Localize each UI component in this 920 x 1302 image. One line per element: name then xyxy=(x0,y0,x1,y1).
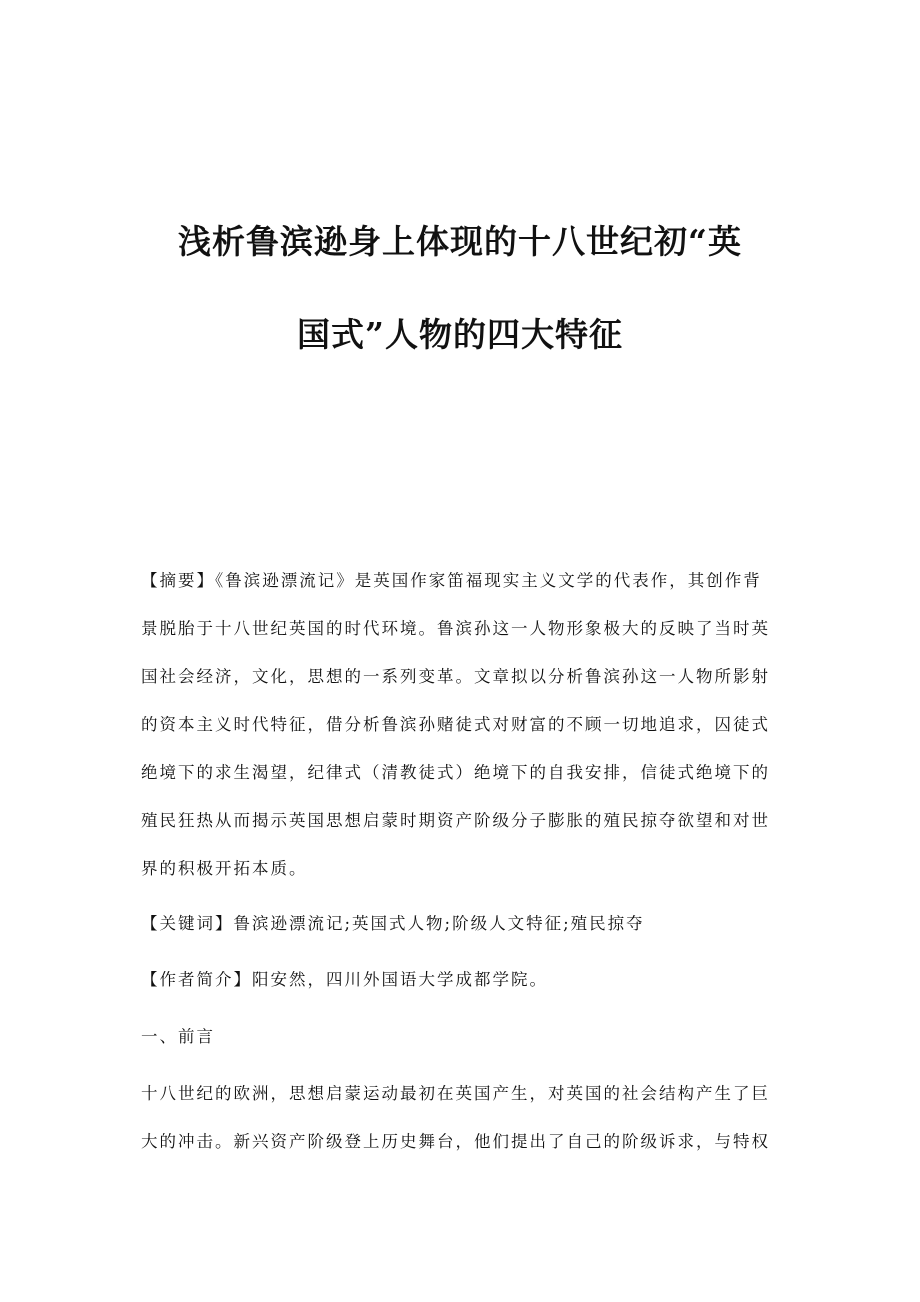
abstract-line-7: 界的积极开拓本质。 xyxy=(141,859,308,878)
section-heading: 一、前言 xyxy=(141,1027,215,1046)
intro-line-2: 大的冲击。新兴资产阶级登上历史舞台，他们提出了自己的阶级诉求，与特权 xyxy=(141,1132,770,1151)
title-line-2: 国式”人物的四大特征 xyxy=(297,315,623,354)
abstract-line-5: 绝境下的求生渴望，纪律式（清教徒式）绝境下的自我安排，信徒式绝境下的 xyxy=(141,763,770,782)
abstract-line-4: 的资本主义时代特征，借分析鲁滨孙赌徒式对财富的不顾一切地追求，囚徒式 xyxy=(141,715,770,734)
author-line: 【作者简介】阳安然，四川外国语大学成都学院。 xyxy=(141,970,548,989)
intro-line-1: 十八世纪的欧洲，思想启蒙运动最初在英国产生，对英国的社会结构产生了巨 xyxy=(141,1084,770,1103)
abstract-line-1: 【摘要】《鲁滨逊漂流记》是英国作家笛福现实主义文学的代表作，其创作背 xyxy=(141,571,762,590)
title-line-1: 浅析鲁滨逊身上体现的十八世纪初“英 xyxy=(178,222,742,261)
abstract-line-3: 国社会经济，文化，思想的一系列变革。文章拟以分析鲁滨孙这一人物所影射 xyxy=(141,667,770,686)
abstract-line-6: 殖民狂热从而揭示英国思想启蒙时期资产阶级分子膨胀的殖民掠夺欲望和对世 xyxy=(141,811,770,830)
abstract-line-2: 景脱胎于十八世纪英国的时代环境。鲁滨孙这一人物形象极大的反映了当时英 xyxy=(141,619,770,638)
keywords-line: 【关键词】鲁滨逊漂流记;英国式人物;阶级人文特征;殖民掠夺 xyxy=(141,914,645,933)
